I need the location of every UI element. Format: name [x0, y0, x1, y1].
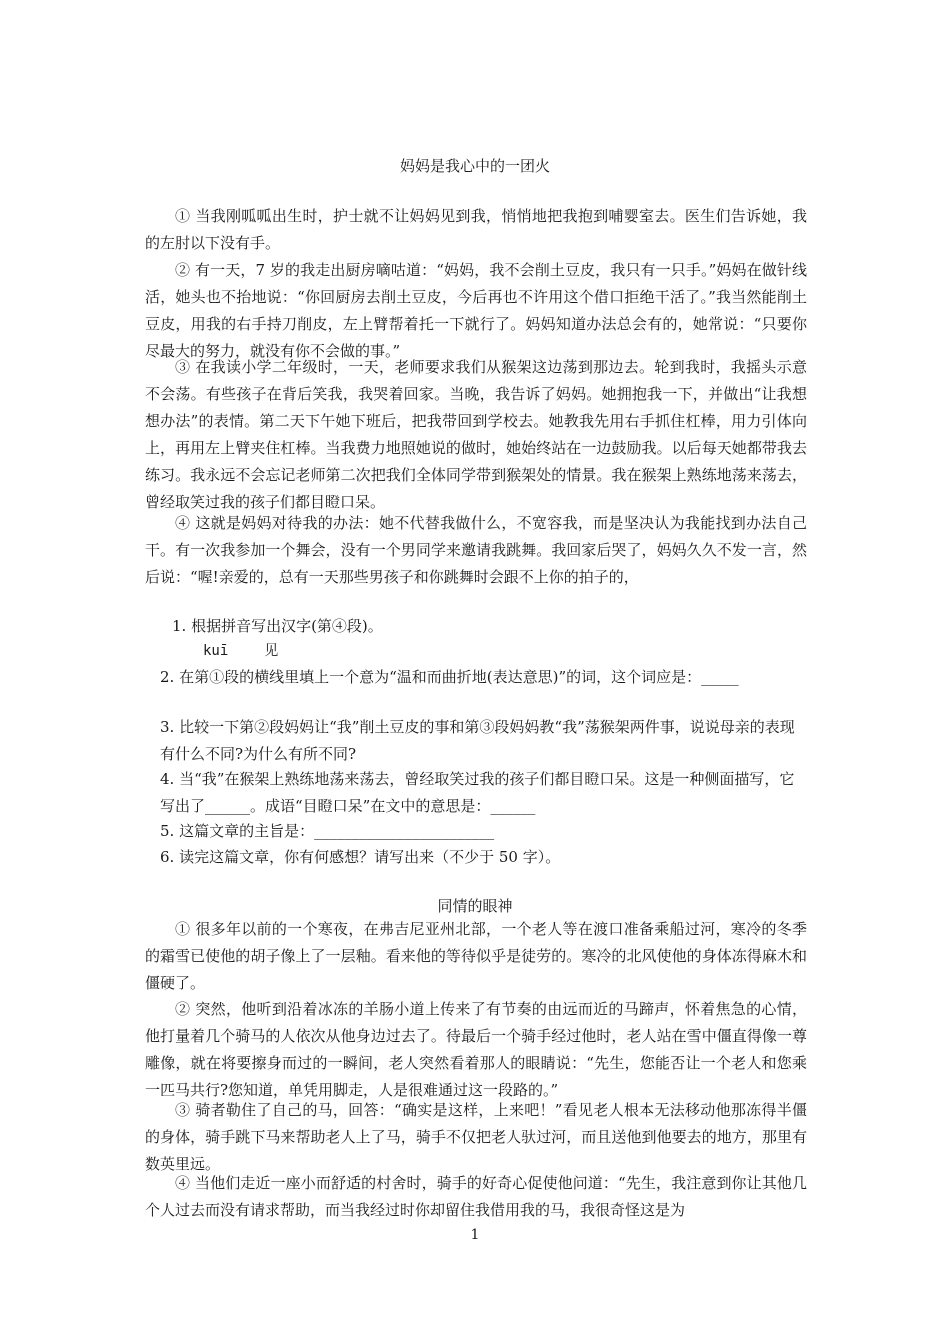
- article-2-paragraph-4: ④ 当他们走近一座小而舒适的村舍时，骑手的好奇心促使他问道：“先生，我注意到你让其他几个人过去而没有请求帮助，而当我经过时你却留住我借用我的马，我很奇怪这是为: [145, 1174, 807, 1219]
- article-2-paragraph-1: ① 很多年以前的一个寒夜，在弗吉尼亚州北部，一个老人等在渡口准备乘船过河，寒冷的冬季的霜雪已使他的胡子像上了一层釉。看来他的等待似乎是徒劳的。寒冷的北风使他的身体冻得麻木和僵硬了。: [145, 920, 807, 992]
- pinyin-prompt: [203, 640, 278, 662]
- article-2-title: 同情的眼神: [437, 897, 513, 915]
- pinyin-partial-character: 见: [264, 643, 279, 659]
- pinyin-text: kuī: [203, 643, 229, 659]
- question-6: 6. 读完这篇文章，你有何感想？请写出来（不少于 50 字）。: [160, 848, 561, 866]
- question-5: 5. 这篇文章的主旨是：________________________: [160, 822, 495, 840]
- question-3: 3. 比较一下第②段妈妈让“我”削土豆皮的事和第③段妈妈教“我”荡猴架两件事，说说母亲的表现有什么不同?为什么有所不同?: [160, 718, 795, 763]
- article-1-title: 妈妈是我心中的一团火: [399, 157, 550, 175]
- article-2-paragraph-3: ③ 骑者勒住了自己的马，回答：“确实是这样，上来吧！”看见老人根本无法移动他那冻得半僵的身体，骑手跳下马来帮助老人上了马，骑手不仅把老人驮过河，而且送他到他要去的地方，那里有数英里远。: [145, 1101, 807, 1173]
- page-number: 1: [470, 1227, 480, 1243]
- article-1-paragraph-1: ① 当我刚呱呱出生时，护士就不让妈妈见到我，悄悄地把我抱到哺婴室去。医生们告诉她，我的左肘以下没有手。: [145, 207, 807, 252]
- article-1-paragraph-4: ④ 这就是妈妈对待我的办法：她不代替我做什么，不宽容我，而是坚决认为我能找到办法自己干。有一次我参加一个舞会，没有一个男同学来邀请我跳舞。我回家后哭了，妈妈久久不发一言，然后说：“喔!亲爱的，总有一天那些男孩子和你跳舞时会跟不上你的拍子的，: [145, 514, 807, 586]
- question-2: 2. 在第①段的横线里填上一个意为“温和而曲折地(表达意思)”的词，这个词应是：_____: [160, 668, 739, 686]
- article-2-paragraph-2: ② 突然，他听到沿着冰冻的羊肠小道上传来了有节奏的由远而近的马蹄声，怀着焦急的心情，他打量着几个骑马的人依次从他身边过去了。待最后一个骑手经过他时，老人站在雪中僵直得像一尊雕像，就在将要擦身而过的一瞬间，老人突然看着那人的眼睛说：“先生，您能否让一个老人和您乘一匹马共行?您知道，单凭用脚走，人是很难通过这一段路的。”: [145, 1000, 807, 1099]
- article-1-paragraph-3: ③ 在我读小学二年级时，一天，老师要求我们从猴架这边荡到那边去。轮到我时，我摇头示意不会荡。有些孩子在背后笑我，我哭着回家。当晚，我告诉了妈妈。她拥抱我一下，并做出“让我想想办法”的表情。第二天下午她下班后，把我带回到学校去。她教我先用右手抓住杠棒，用力引体向上，再用左上臂夹住杠棒。当我费力地照她说的做时，她始终站在一边鼓励我。以后每天她都带我去练习。我永远不会忘记老师第二次把我们全体同学带到猴架处的情景。我在猴架上熟练地荡来荡去，曾经取笑过我的孩子们都目瞪口呆。: [145, 358, 807, 511]
- question-4: 4. 当“我”在猴架上熟练地荡来荡去，曾经取笑过我的孩子们都目瞪口呆。这是一种侧面描写，它写出了______。成语“目瞪口呆”在文中的意思是：______: [160, 770, 795, 815]
- question-1: 1. 根据拼音写出汉字(第④段)。: [172, 617, 383, 635]
- article-1-paragraph-2: ② 有一天，7 岁的我走出厨房嘀咕道：“妈妈，我不会削土豆皮，我只有一只手。”妈妈在做针线活，她头也不抬地说：“你回厨房去削土豆皮，今后再也不许用这个借口拒绝干活了。”我当然能削土豆皮，用我的右手持刀削皮，左上臂帮着托一下就行了。妈妈知道办法总会有的，她常说：“只要你尽最大的努力，就没有你不会做的事。”: [145, 261, 807, 360]
